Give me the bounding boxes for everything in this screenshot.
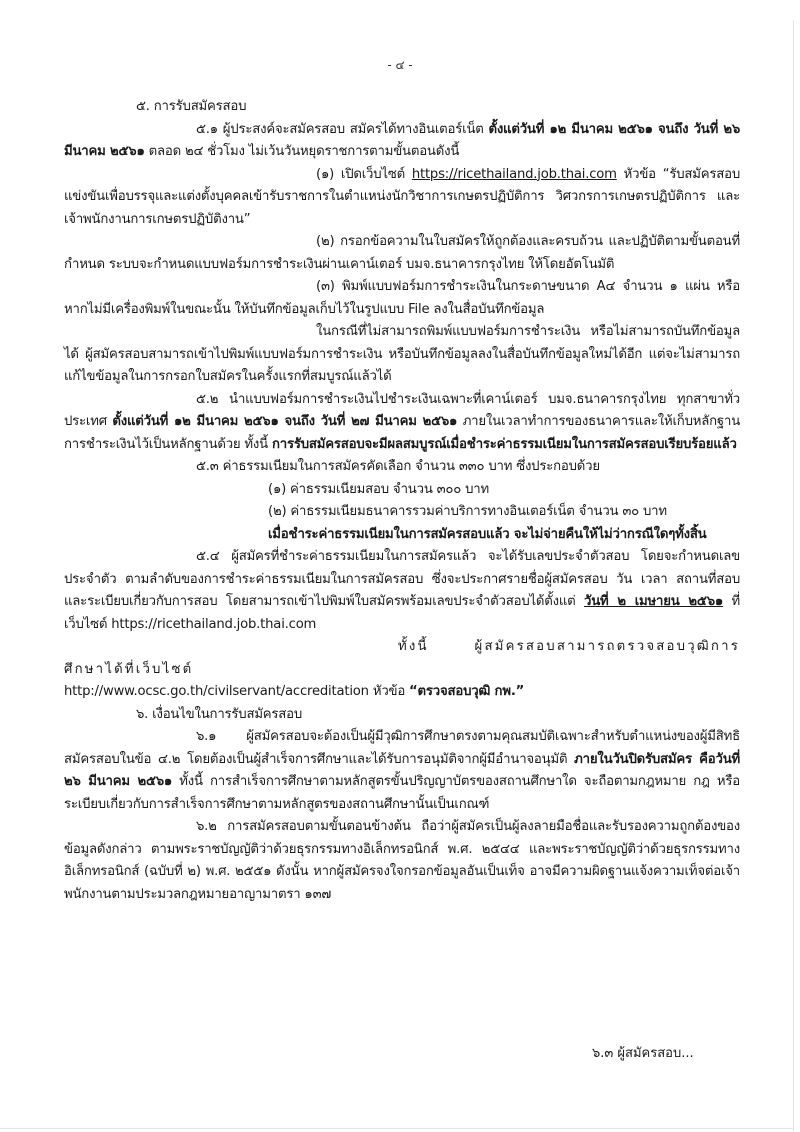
verify-degree-note bbox=[64, 636, 740, 681]
text: ๖.๑ ผู้สมัครสอบจะต้องเป็นผู้มีวุฒิการศึกษาตรงตามคุณสมบัติเฉพาะสำหรับตำแหน่งของผู้มีสิทธิสมัครสอบในข้อ ๔.๒ โดยต้องเป็นผู้สำเร็จการศึกษาและได้รับการอนุมัติจากผู้มีอำนาจอนุมัติ bbox=[64, 729, 740, 767]
text: หัวข้อ “รับสมัครสอบแข่งขันเพื่อบรรจุและแต่งตั้งบุคคลเข้ารับราชการในตำแหน่งนักวิชาการเกษตรปฏิบัติการ วิศวกรการเกษตรปฏิบัติการ และเจ้าพนักงานการเกษตรปฏิบัติงาน” bbox=[64, 166, 740, 227]
text: หัวข้อ bbox=[368, 684, 410, 699]
section-5-heading: ๕. การรับสมัครสอบ bbox=[136, 99, 247, 114]
paragraph-6-1 bbox=[64, 726, 740, 816]
paragraph-5-3: ๕.๓ ค่าธรรมเนียมในการสมัครคัดเลือก จำนวน ๓๓๐ บาท ซึ่งประกอบด้วย bbox=[196, 459, 600, 474]
verify-topic-bold: “ตรวจสอบวุฒิ กพ.” bbox=[409, 684, 525, 699]
step-1 bbox=[64, 164, 740, 232]
paragraph-5-4 bbox=[64, 546, 740, 636]
verify-degree-url-line bbox=[64, 681, 740, 704]
ocsc-link[interactable]: http://www.ocsc.go.th/civilservant/accreditation bbox=[64, 684, 369, 699]
fee-list bbox=[64, 479, 740, 547]
paragraph-6-2: ๖.๒ การสมัครสอบตามขั้นตอนข้างต้น ถือว่าผู้สมัครเป็นผู้ลงลายมือชื่อและรับรองความถูกต้องของข้อมูลดังกล่าว ตามพระราชบัญญัติว่าด้วยธุรกรรมทางอิเล็กทรอนิกส์ พ.ศ. ๒๕๔๔ และพระราชบัญญัติว่าด้วยธุรกรรมทางอิเล็กทรอนิกส์ (ฉบับที่ ๒) พ.ศ. ๒๕๕๑ ดังนั้น หากผู้สมัครจงใจกรอกข้อมูลอันเป็นเท็จ อาจมีความผิดฐานแจ้งความเท็จต่อเจ้าพนักงานตามประมวลกฎหมายอาญามาตรา ๑๓๗ bbox=[64, 819, 740, 902]
text: ทั้งนี้ ผู้สมัครสอบสามารถตรวจสอบวุฒิการศึกษาได้ที่เว็บไซต์ bbox=[64, 639, 740, 677]
closing-date-bold: ภายในวันปิดรับสมัคร คือวันที่ ๒๖ มีนาคม ๒๕๖๑ bbox=[64, 751, 741, 789]
announce-date: วันที่ ๒ เมษายน ๒๕๖๑ bbox=[584, 594, 724, 609]
paragraph-5-2 bbox=[64, 389, 740, 457]
payment-date-bold: ตั้งแต่วันที่ ๑๒ มีนาคม ๒๕๖๑ จนถึง วันที่ ๒๗ มีนาคม ๒๕๖๑ bbox=[112, 414, 458, 429]
continuation-note: ๖.๓ ผู้สมัครสอบ... bbox=[592, 1046, 694, 1061]
no-refund-note: เมื่อชำระค่าธรรมเนียมในการสมัครสอบแล้ว จะไม่จ่ายคืนให้ไม่ว่ากรณีใดๆทั้งสิ้น bbox=[268, 526, 707, 542]
text: ที่เว็บไซต์ https://ricethailand.job.thai.com bbox=[64, 594, 740, 632]
text: ๕.๒ นำแบบฟอร์มการชำระเงินไปชำระเงินเฉพาะที่เคาน์เตอร์ บมจ.ธนาคารกรุงไทย ทุกสาขาทั่วประเทศ bbox=[64, 391, 740, 429]
page-edge bbox=[793, 20, 794, 1132]
step-2: (๒) กรอกข้อความในใบสมัครให้ถูกต้องและครบถ้วน และปฏิบัติตามขั้นตอนที่กำหนด ระบบจะกำหนดแบบฟอร์มการชำระเงินผ่านเคาน์เตอร์ บมจ.ธนาคารกรุงไทย ให้โดยอัตโนมัติ bbox=[64, 234, 740, 272]
section-6-heading: ๖. เงื่อนไขในการรับสมัครสอบ bbox=[136, 706, 303, 722]
text: ๕.๑ ผู้ประสงค์จะสมัครสอบ สมัครได้ทางอินเตอร์เน็ต bbox=[196, 121, 489, 137]
text: ๕.๔ ผู้สมัครที่ชำระค่าธรรมเนียมในการสมัครแล้ว จะได้รับเลขประจำตัวสอบ โดยจะกำหนดเลขประจำตัว ตามลำดับของการชำระค่าธรรมเนียมในการสมัครสอบ ซึ่งจะประกาศรายชื่อผู้สมัครสอบ วัน เวลา สถานที่สอบ และระเบียบเกี่ยวกับการสอบ โดยสามารถเข้าไปพิมพ์ใบสมัครพร้อมเลขประจำตัวสอบได้ตั้งแต่ bbox=[64, 549, 740, 609]
text: ภายในเวลาทำการของธนาคารและให้เก็บหลักฐานการชำระเงินไว้เป็นหลักฐานด้วย ทั้งนี้ bbox=[64, 414, 741, 452]
text: ทั้งนี้ การสำเร็จการศึกษาตามหลักสูตรขั้นปริญญาบัตรของสถานศึกษาใด จะถือตามกฎหมาย กฎ หรือระเบียบเกี่ยวกับการสำเร็จการศึกษาตามหลักสูตรของสถานศึกษานั้นเป็นเกณฑ์ bbox=[64, 774, 740, 812]
fee-item-exam: (๑) ค่าธรรมเนียมสอบ จำนวน ๓๐๐ บาท bbox=[268, 481, 489, 497]
completion-note-bold: การรับสมัครสอบจะมีผลสมบูรณ์เมื่อชำระค่าธรรมเนียมในการสมัครสอบเรียบร้อยแล้ว bbox=[271, 436, 737, 452]
page-bottom-edge bbox=[0, 1128, 794, 1129]
date-range-bold: ตั้งแต่วันที่ ๑๒ มีนาคม ๒๕๖๑ จนถึง วันที่ ๒๖ มีนาคม ๒๕๖๑ bbox=[64, 121, 740, 159]
ricethailand-link[interactable]: https://ricethailand.job.thai.com bbox=[411, 166, 617, 182]
document-body bbox=[64, 96, 740, 906]
step-3: (๓) พิมพ์แบบฟอร์มการชำระเงินในกระดาษขนาด A๔ จำนวน ๑ แผ่น หรือหากไม่มีเครื่องพิมพ์ในขณะนั้น ให้บันทึกข้อมูลเก็บไว้ในรูปแบบ File ลงในสื่อบันทึกข้อมูล bbox=[64, 279, 740, 317]
page-number: - ๔ - bbox=[387, 58, 413, 72]
fee-item-bank: (๒) ค่าธรรมเนียมธนาคารรวมค่าบริการทางอินเตอร์เน็ต จำนวน ๓๐ บาท bbox=[268, 504, 667, 519]
text: (๑) เปิดเว็บไซต์ bbox=[316, 166, 412, 182]
text: ตลอด ๒๔ ชั่วโมง ไม่เว้นวันหยุดราชการตามขั้นตอนดังนี้ bbox=[144, 144, 460, 159]
paragraph-5-1 bbox=[64, 119, 740, 164]
step-3-note: ในกรณีที่ไม่สามารถพิมพ์แบบฟอร์มการชำระเงิน หรือไม่สามารถบันทึกข้อมูลได้ ผู้สมัครสอบสามารถเข้าไปพิมพ์แบบฟอร์มการชำระเงิน หรือบันทึกข้อมูลลงในสื่อบันทึกข้อมูลใหม่ได้อีก แต่จะไม่สามารถแก้ไขข้อมูลในการกรอกใบสมัครในครั้งแรกที่สมบูรณ์แล้วได้ bbox=[64, 324, 740, 384]
